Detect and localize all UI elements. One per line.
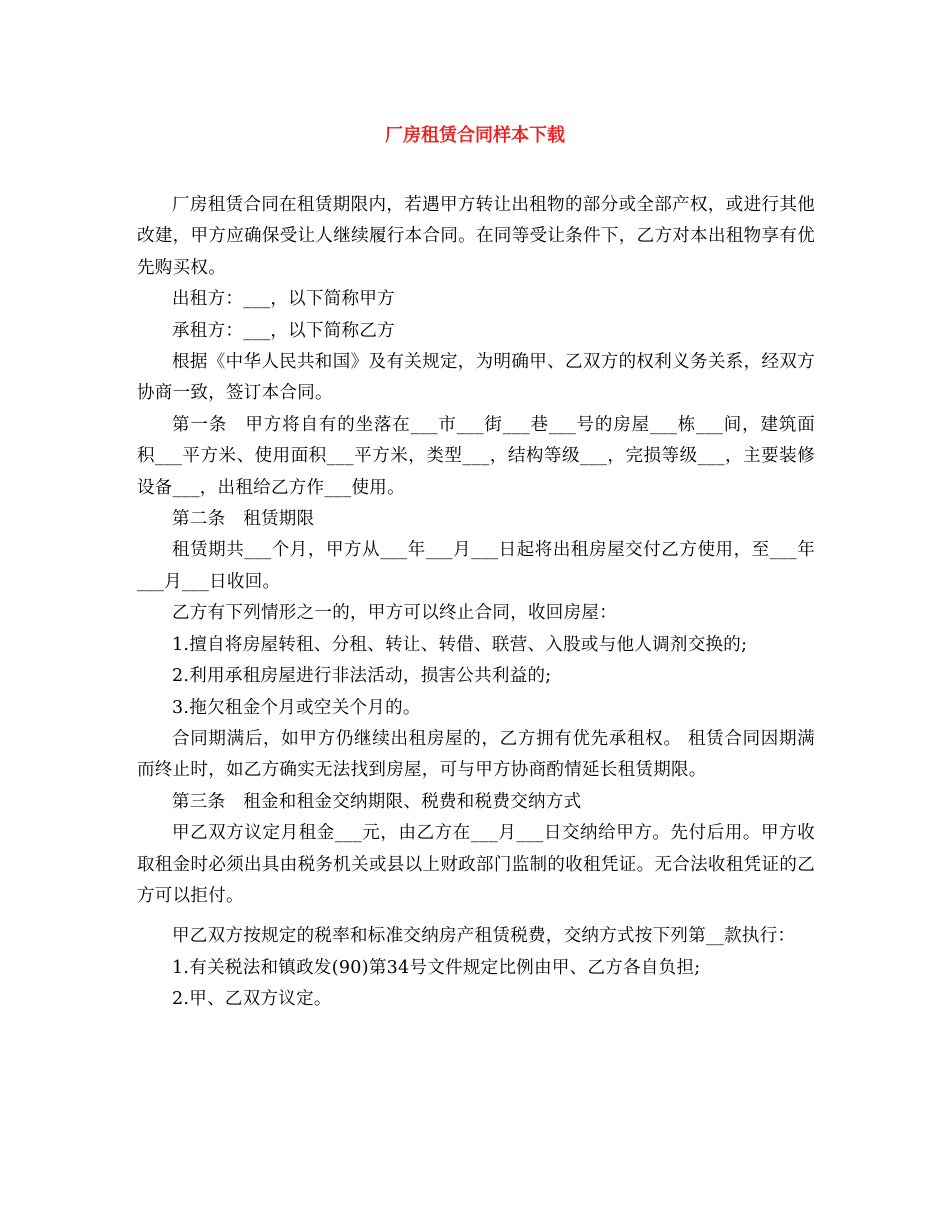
- list-item: 2.甲、乙双方议定。: [172, 989, 332, 1010]
- list-item: 1.擅自将房屋转租、分租、转让、转借、联营、入股或与他人调剂交换的;: [172, 634, 748, 655]
- paragraph: 租赁期共___个月，甲方从___年___月___日起将出租房屋交付乙方使用，至___年___月___日收回。: [137, 540, 815, 592]
- list-item: 2.利用承租房屋进行非法活动，损害公共利益的;: [172, 666, 552, 687]
- paragraph: 第三条 租金和租金交纳期限、税费和税费交纳方式: [172, 791, 582, 812]
- paragraph: 乙方有下列情形之一的，甲方可以终止合同，收回房屋：: [172, 603, 617, 624]
- paragraph: 第一条 甲方将自有的坐落在___市___街___巷___号的房屋___栋___间，建筑面积___平方米、使用面积___平方米，类型___，结构等级___，完损等级___，主要装修设备___，出租给乙方作___使用。: [137, 414, 815, 498]
- paragraph: 出租方：___，以下简称甲方: [172, 289, 395, 310]
- document-body: [137, 190, 815, 1016]
- paragraph: 厂房租赁合同在租赁期限内，若遇甲方转让出租物的部分或全部产权，或进行其他改建，甲方应确保受让人继续履行本合同。在同等受让条件下，乙方对本出租物享有优先购买权。: [137, 195, 815, 278]
- paragraph: 第二条 租赁期限: [172, 509, 315, 530]
- paragraph: 合同期满后，如甲方仍继续出租房屋的，乙方拥有优先承租权。 租赁合同因期满而终止时，如乙方确实无法找到房屋，可与甲方协商酌情延长租赁期限。: [137, 728, 815, 781]
- paragraph: 甲乙双方按规定的税率和标准交纳房产租赁税费，交纳方式按下列第__款执行：: [172, 926, 796, 947]
- paragraph: 根据《中华人民共和国》及有关规定，为明确甲、乙双方的权利义务关系，经双方协商一致，签订本合同。: [137, 352, 815, 404]
- list-item: 1.有关税法和镇政发(90)第34号文件规定比例由甲、乙方各自负担;: [172, 957, 701, 978]
- paragraph: 承租方：___，以下简称乙方: [172, 320, 395, 341]
- paragraph: 甲乙双方议定月租金___元，由乙方在___月___日交纳给甲方。先付后用。甲方收取租金时必须出具由税务机关或县以上财政部门监制的收租凭证。无合法收租凭证的乙方可以拒付。: [137, 823, 815, 906]
- list-item: 3.拖欠租金个月或空关个月的。: [172, 697, 421, 718]
- document-title: 厂房租赁合同样本下载: [385, 125, 565, 146]
